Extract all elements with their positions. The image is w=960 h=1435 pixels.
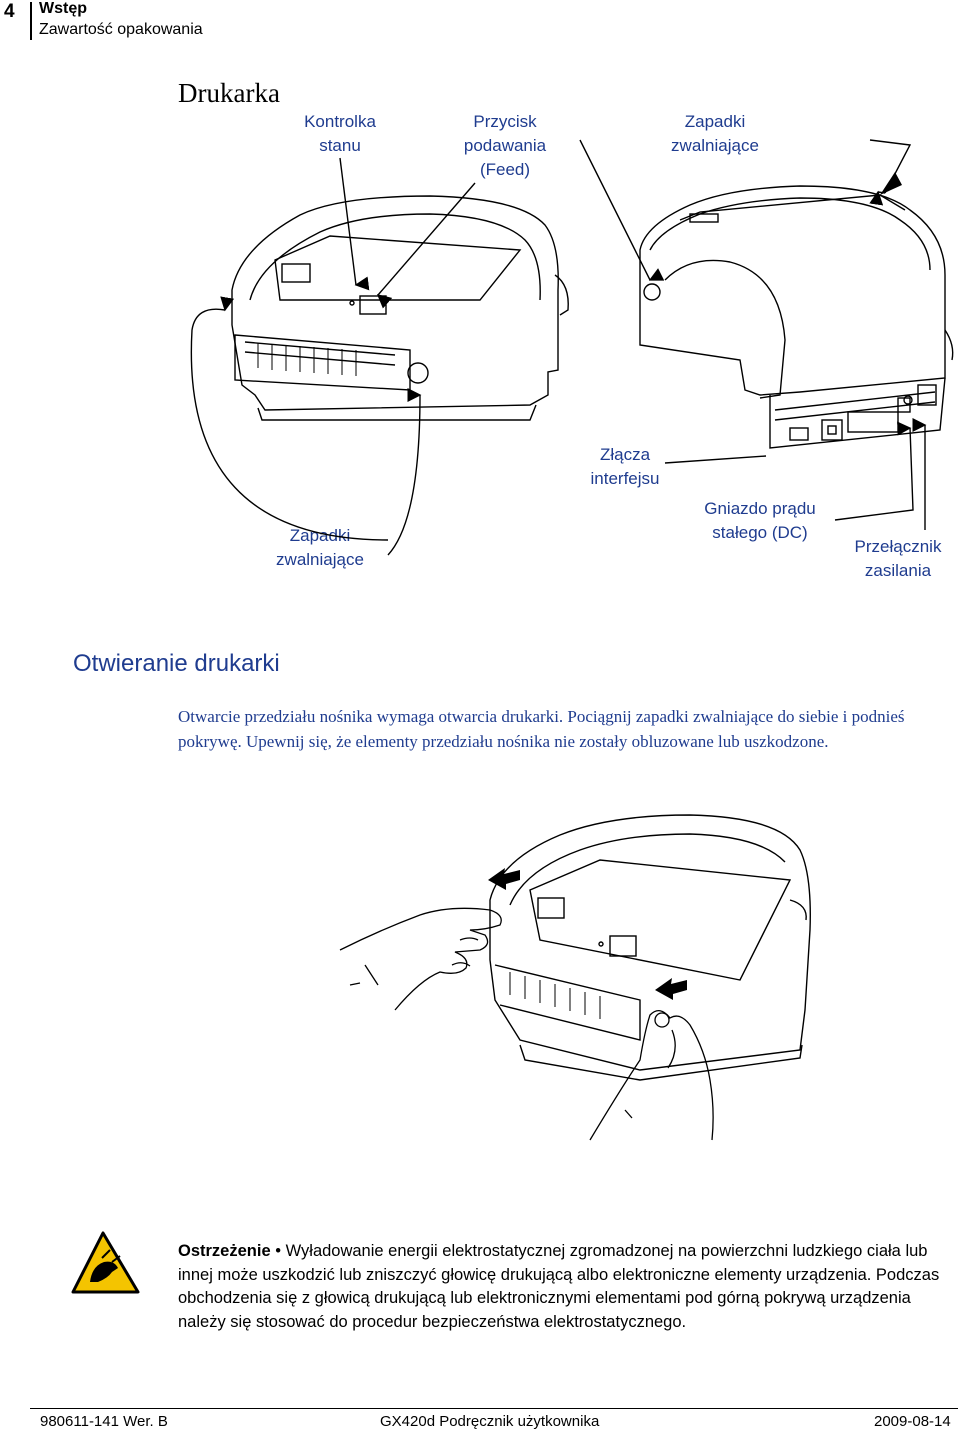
opening-body-text: Otwarcie przedziału nośnika wymaga otwarcia drukarki. Pociągnij zapadki zwalniające do siebie i podnieś pokrywę. Upewnij się, że elementy przedziału nośnika nie zostały obluzowane lub uszkodzone. <box>178 707 905 751</box>
warning-body: Wyładowanie energii elektrostatycznej zgromadzonej na powierzchni ludzkiego ciała lub innej może uszkodzić lub zniszczyć głowicę drukującą albo elektroniczne elementy urządzenia. Podczas obchodzenia się z głowicą drukującą lub elektronicznymi elementami pod górną pokrywą urządzenia należy się stosować do procedur bezpieczeństwa elektrostatycznego. <box>178 1242 940 1331</box>
callout-release-latches-bottom: Zapadki zwalniające <box>276 526 364 569</box>
warning-paragraph <box>178 1240 953 1334</box>
warning-label: Ostrzeżenie <box>178 1242 271 1260</box>
footer-divider <box>30 1408 958 1409</box>
chapter-title: Wstęp <box>39 0 87 17</box>
footer-doc-number: 980611-141 Wer. B <box>40 1413 168 1430</box>
page-number: 4 <box>4 1 15 22</box>
callout-feed-button: Przycisk podawania (Feed) <box>463 112 547 179</box>
footer-date: 2009-08-14 <box>874 1413 951 1430</box>
warning-bullet: • <box>275 1242 281 1260</box>
opening-heading: Otwieranie drukarki <box>73 650 280 677</box>
callout-dc-jack: Gniazdo prądu stałego (DC) <box>704 499 816 542</box>
callout-status-light: Kontrolka stanu <box>304 112 376 155</box>
callout-interface-connectors: Złącza interfejsu <box>590 445 660 488</box>
callout-release-latches-top: Zapadki zwalniające <box>671 112 759 155</box>
printer-heading: Drukarka <box>178 78 280 108</box>
callout-power-switch: Przełącznik zasilania <box>854 537 942 580</box>
footer-manual-title: GX420d Podręcznik użytkownika <box>380 1413 600 1430</box>
section-title: Zawartość opakowania <box>39 21 203 38</box>
